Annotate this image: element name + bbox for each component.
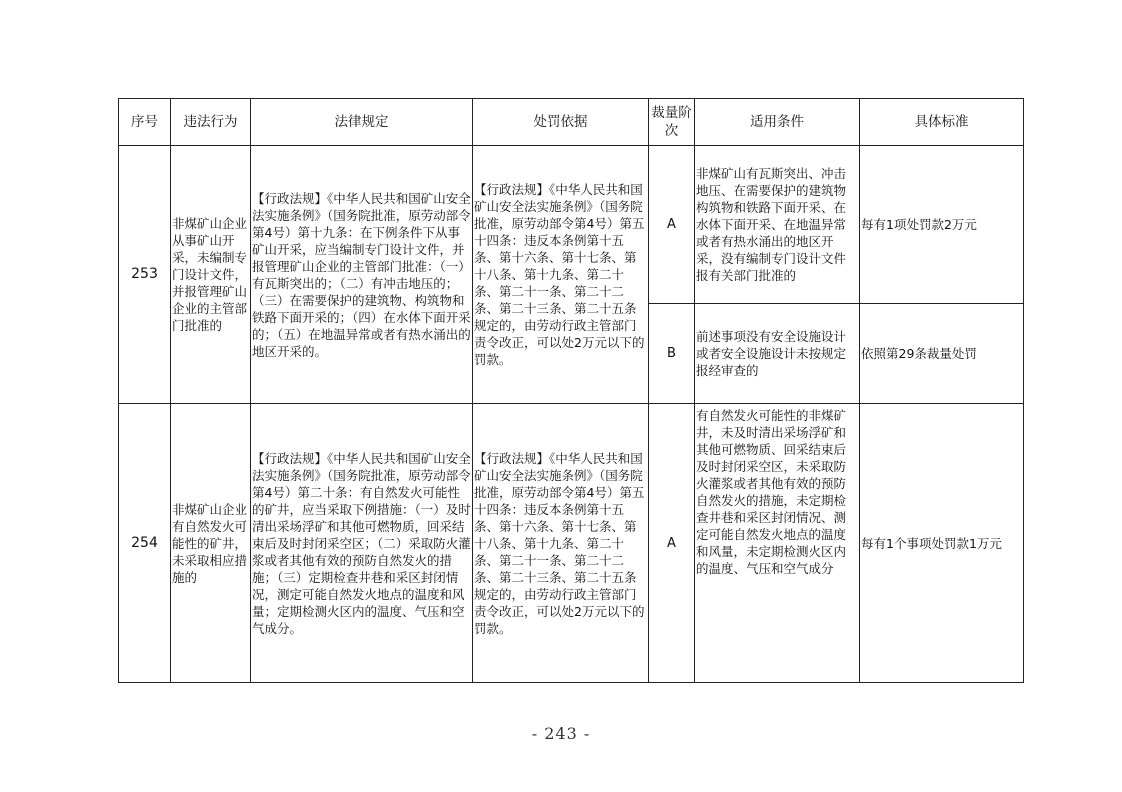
header-seq: 序号	[119, 99, 171, 146]
header-condition: 适用条件	[695, 99, 860, 146]
header-standard: 具体标准	[860, 99, 1024, 146]
row-level: A	[649, 404, 695, 683]
row-basis: 【行政法规】《中华人民共和国矿山安全法实施条例》（国务院批准，原劳动部令第4号）第五十四条：违反本条例第十五条、第十六条、第十七条、第十八条、第十九条、第二十条、第二十一条、第二十二条、第二十三条、第二十五条规定的，由劳动行政主管部门责令改正，可以处2万元以下的罚款。	[473, 404, 649, 683]
row-condition: 前述事项没有安全设施设计或者安全设施设计未按规定报经审查的	[695, 304, 860, 404]
header-violation: 违法行为	[171, 99, 251, 146]
row-law: 【行政法规】《中华人民共和国矿山安全法实施条例》（国务院批准，原劳动部令第4号）第二十条：有自然发火可能性的矿井，应当采取下例措施：（一）及时清出采场浮矿和其他可燃物质，回采结束后及时封闭采空区；（二）采取防火灌浆或者其他有效的预防自然发火的措施；（三）定期检查井巷和采区封闭情况，测定可能自然发火地点的温度和风量；定期检测火区内的温度、气压和空气成分。	[251, 404, 473, 683]
header-law: 法律规定	[251, 99, 473, 146]
header-level: 裁量阶次	[649, 99, 695, 146]
page-number: - 243 -	[531, 724, 591, 743]
row-level: B	[649, 304, 695, 404]
row-condition: 有自然发火可能性的非煤矿井，未及时清出采场浮矿和其他可燃物质、回采结束后及时封闭采空区，未采取防火灌浆或者其他有效的预防自然发火的措施，未定期检查井巷和采区封闭情况、测定可能自然发火地点的温度和风量，未定期检测火区内的温度、气压和空气成分	[695, 404, 860, 683]
table-row	[119, 404, 1024, 683]
header-basis: 处罚依据	[473, 99, 649, 146]
table-row	[119, 146, 1024, 304]
table-header-row	[119, 99, 1024, 146]
row-level: A	[649, 146, 695, 304]
row-violation: 非煤矿山企业从事矿山开采，未编制专门设计文件，并报管理矿山企业的主管部门批准的	[171, 146, 251, 404]
row-seq: 254	[119, 404, 171, 683]
row-standard: 依照第29条裁量处罚	[860, 304, 1024, 404]
row-condition: 非煤矿山有瓦斯突出、冲击地压、在需要保护的建筑物构筑物和铁路下面开采、在水体下面开采、在地温异常或者有热水涌出的地区开采，没有编制专门设计文件报有关部门批准的	[695, 146, 860, 304]
row-law: 【行政法规】《中华人民共和国矿山安全法实施条例》（国务院批准，原劳动部令第4号）第十九条：在下例条件下从事矿山开采，应当编制专门设计文件，并报管理矿山企业的主管部门批准：（一）有瓦斯突出的；（二）有冲击地压的；（三）在需要保护的建筑物、构筑物和铁路下面开采的；（四）在水体下面开采的；（五）在地温异常或者有热水涌出的地区开采的。	[251, 146, 473, 404]
row-violation: 非煤矿山企业有自然发火可能性的矿井，未采取相应措施的	[171, 404, 251, 683]
row-seq: 253	[119, 146, 171, 404]
row-standard: 每有1个事项处罚款1万元	[860, 404, 1024, 683]
row-standard: 每有1项处罚款2万元	[860, 146, 1024, 304]
penalty-table	[118, 98, 1024, 683]
row-basis: 【行政法规】《中华人民共和国矿山安全法实施条例》（国务院批准，原劳动部令第4号）第五十四条：违反本条例第十五条、第十六条、第十七条、第十八条、第十九条、第二十条、第二十一条、第二十二条、第二十三条、第二十五条规定的，由劳动行政主管部门责令改正，可以处2万元以下的罚款。	[473, 146, 649, 404]
